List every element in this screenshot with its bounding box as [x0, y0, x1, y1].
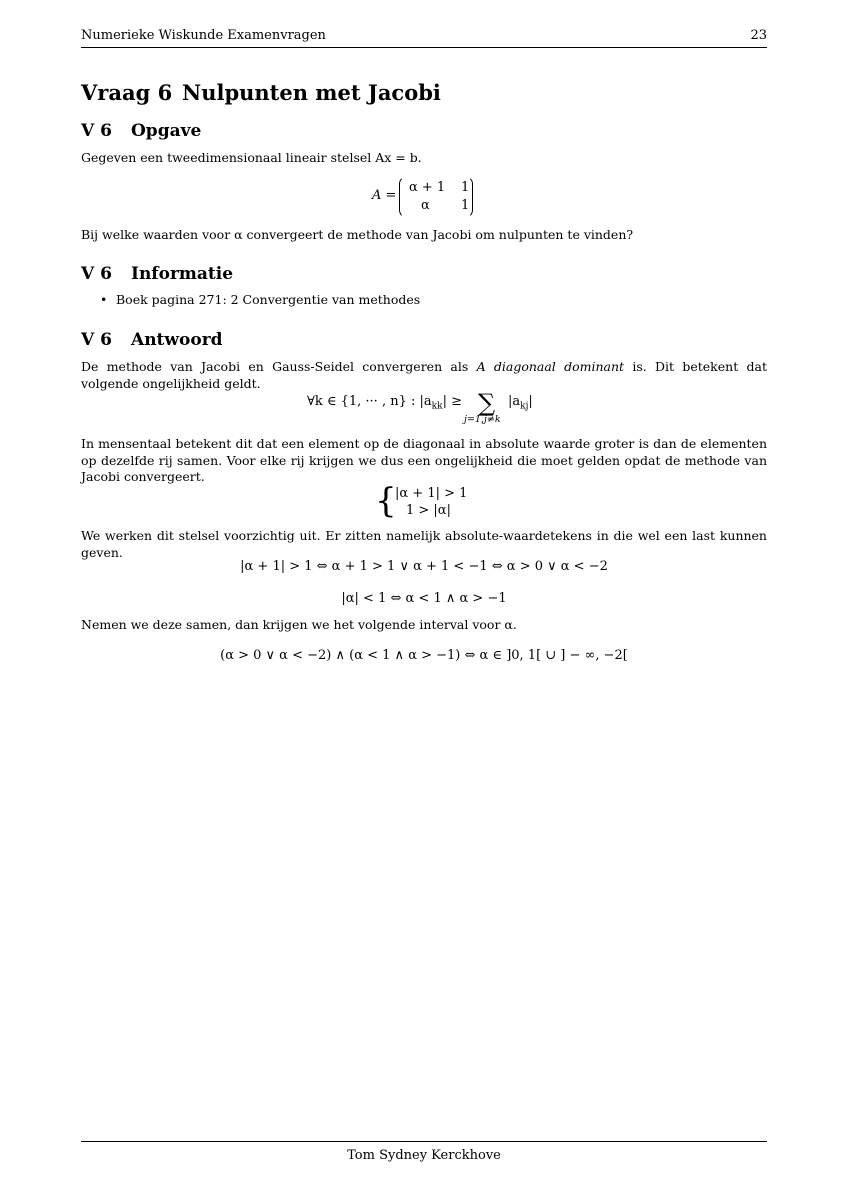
section-number: V 6 [81, 264, 112, 284]
section-title: Informatie [131, 264, 234, 284]
subscript: kj [520, 401, 529, 412]
sum-index: j=1,j≠k [464, 414, 501, 425]
matrix-cell: α [421, 198, 430, 213]
opgave-intro: Gegeven een tweedimensionaal lineair stelsel Ax = b. [81, 150, 422, 165]
section-number: V 6 [81, 330, 112, 350]
footer-author: Tom Sydney Kerckhove [347, 1148, 501, 1163]
left-paren [399, 176, 408, 218]
bullet-icon: • [100, 292, 108, 307]
list-item-text: Boek pagina 271: 2 Convergentie van methodes [116, 292, 421, 307]
antwoord-paragraph-3: We werken dit stelsel voorzichtig uit. Er zitten namelijk absolute-waardetekens in die wel een last kunnen geven. [81, 528, 767, 560]
equation-text: ∀k ∈ {1, ··· , n} : |a [307, 394, 432, 409]
antwoord-paragraph-2: In mensentaal betekent dit dat een element op de diagonaal in absolute waarde groter is dan de elementen op dezelfde rij samen. Voor elke rij krijgen we dus een ongelijkheid die moet gelden opdat de methode van Jacobi convergeert. [81, 436, 767, 484]
right-paren [464, 176, 473, 218]
header-title: Numerieke Wiskunde Examenvragen [81, 28, 326, 43]
equation-text: | [528, 394, 533, 409]
brace-icon: { [375, 481, 397, 521]
section-heading-informatie [81, 263, 233, 285]
chapter-title: Nulpunten met Jacobi [182, 80, 441, 105]
equation-text: | ≥ [442, 394, 462, 409]
sum-icon: ∑ [478, 389, 496, 417]
antwoord-paragraph-1 [81, 359, 767, 392]
equation-left [307, 394, 462, 412]
section-number: V 6 [81, 121, 112, 141]
section-title: Opgave [131, 121, 202, 141]
system-line: |α + 1| > 1 [395, 486, 468, 501]
equation-text: |a [508, 394, 521, 409]
page-number: 23 [750, 28, 767, 43]
chapter-heading [81, 79, 441, 107]
matrix-cell: α + 1 [409, 180, 446, 195]
list-item [100, 292, 420, 308]
running-header [81, 27, 767, 48]
inequality-system [375, 481, 485, 522]
matrix-cell: 1 [461, 198, 470, 213]
section-title: Antwoord [131, 330, 223, 350]
section-heading-opgave [81, 120, 201, 142]
opgave-question: Bij welke waarden voor α convergeert de methode van Jacobi om nulpunten te vinden? [81, 227, 634, 242]
equation-2: |α| < 1 ⇔ α < 1 ∧ α > −1 [341, 591, 507, 606]
diagonal-dominance-equation [307, 390, 567, 432]
system-line: 1 > |α| [406, 503, 451, 518]
footer-rule [81, 1141, 767, 1142]
paragraph-text: De methode van Jacobi en Gauss-Seidel convergeren als [81, 359, 477, 374]
equation-1: |α + 1| > 1 ⇔ α + 1 > 1 ∨ α + 1 < −1 ⇔ α > 0 ∨ α < −2 [240, 559, 608, 574]
matrix-lhs: A = [372, 188, 397, 203]
matrix [399, 178, 473, 216]
paragraph-text: is. Dit betekent dat volgende ongelijkheid geldt. [81, 359, 767, 391]
equation-right [508, 394, 533, 412]
section-heading-antwoord [81, 329, 223, 351]
antwoord-paragraph-4: Nemen we deze samen, dan krijgen we het volgende interval voor α. [81, 617, 517, 632]
emphasis-text: A diagonaal dominant [476, 359, 625, 374]
chapter-number: Vraag 6 [81, 80, 173, 105]
equation-3: (α > 0 ∨ α < −2) ∧ (α < 1 ∧ α > −1) ⇔ α ∈ ]0, 1[ ∪ ] − ∞, −2[ [220, 648, 628, 663]
subscript: kk [431, 401, 443, 412]
matrix-cell: 1 [461, 180, 470, 195]
